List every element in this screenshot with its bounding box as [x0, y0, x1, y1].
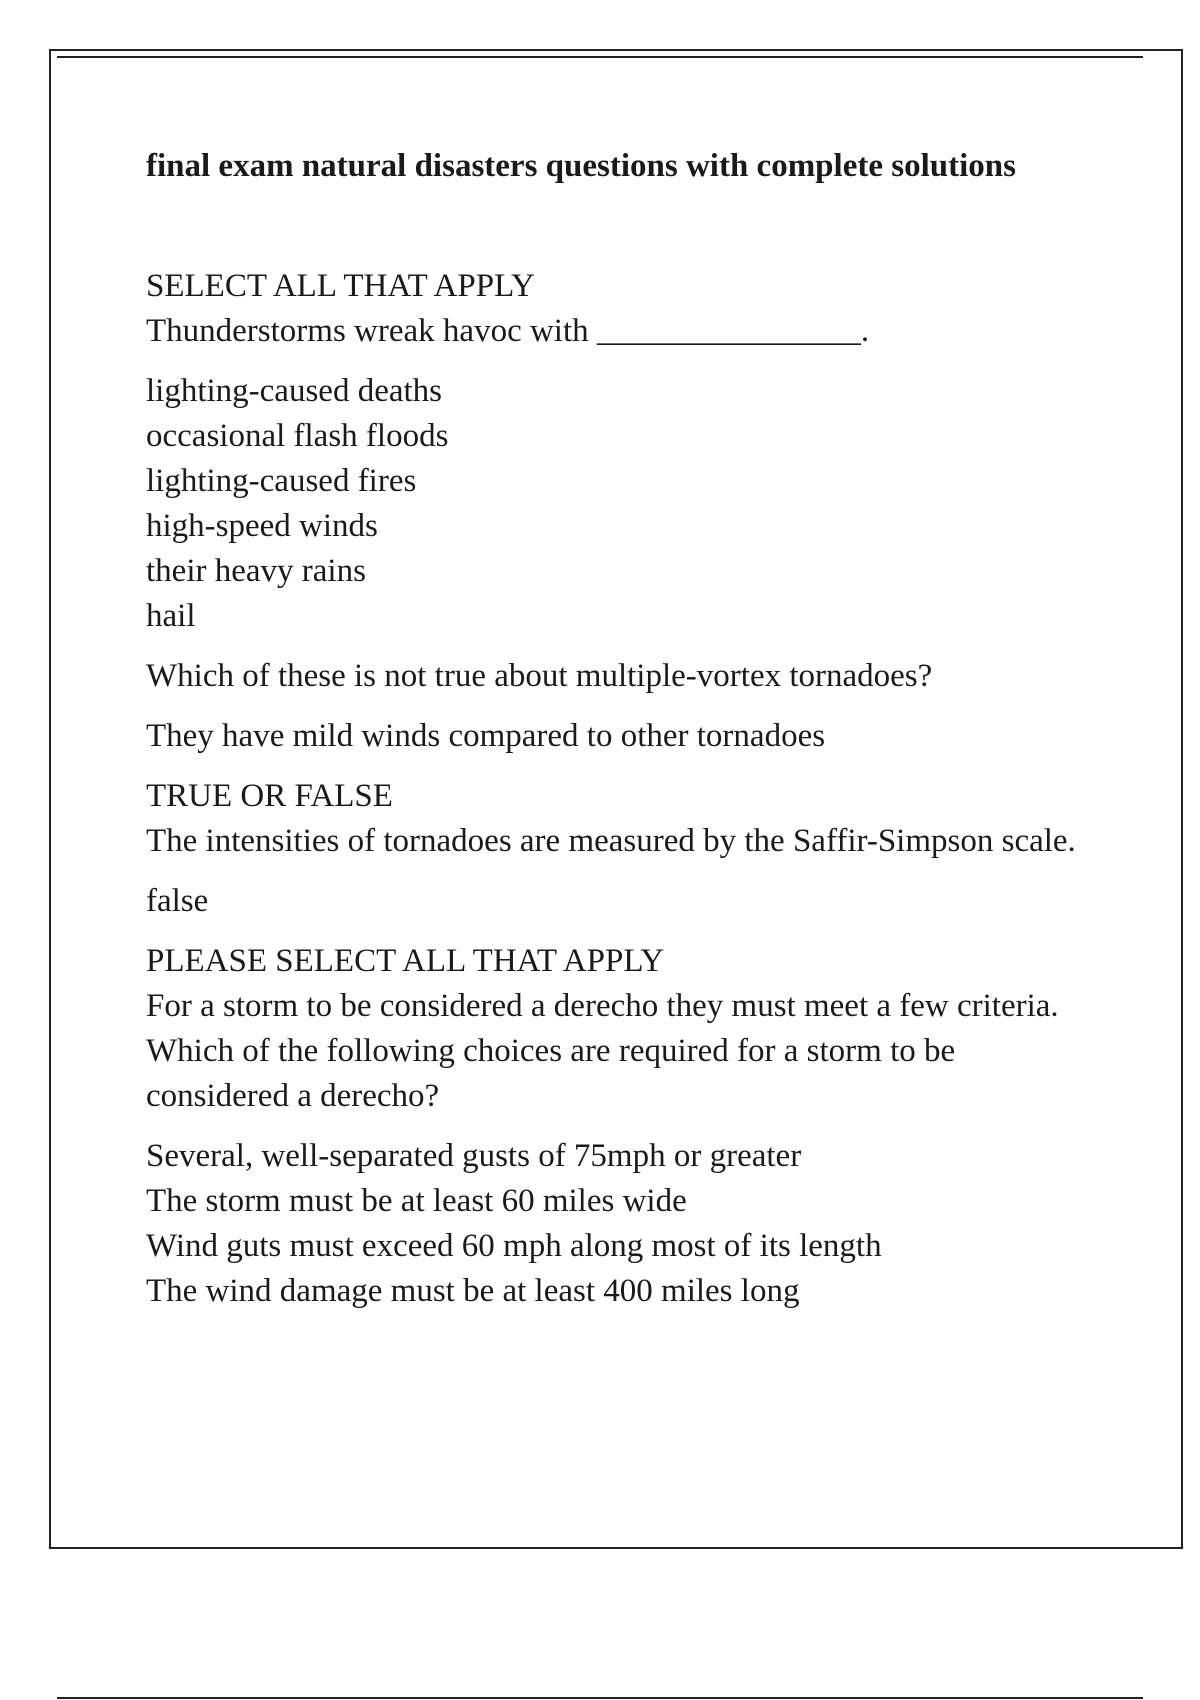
answer-item: lighting-caused fires: [146, 463, 417, 499]
question-instruction: SELECT ALL THAT APPLY: [146, 268, 535, 304]
question-prompt: Thunderstorms wreak havoc with ________________.: [146, 313, 870, 349]
answer-list: [146, 879, 1106, 924]
question-instruction: TRUE OR FALSE: [146, 778, 393, 814]
answer-item: lighting-caused deaths: [146, 373, 443, 409]
answer-list: [146, 1134, 1106, 1314]
answer-list: [146, 714, 1106, 759]
answer-item: hail: [146, 598, 196, 634]
answer-item: high-speed winds: [146, 508, 378, 544]
question-prompt: Which of these is not true about multiple-vortex tornadoes?: [146, 658, 933, 694]
answer-item: The storm must be at least 60 miles wide: [146, 1183, 687, 1219]
answer-item: Several, well-separated gusts of 75mph or greater: [146, 1138, 802, 1174]
question-prompt: The intensities of tornadoes are measured by the Saffir-Simpson scale.: [146, 823, 1076, 859]
question-3: [146, 774, 1106, 864]
document-body: [146, 143, 1106, 1314]
answer-item: false: [146, 883, 209, 919]
top-rule: [57, 56, 1143, 58]
question-2: [146, 654, 1106, 699]
answer-item: occasional flash floods: [146, 418, 449, 454]
question-1: [146, 264, 1106, 354]
document-title: final exam natural disasters questions with complete solutions: [146, 148, 1016, 184]
spacer: [146, 189, 1106, 264]
answer-list: [146, 369, 1106, 639]
bottom-rule: [57, 1697, 1143, 1699]
question-4: [146, 939, 1106, 1119]
question-instruction: PLEASE SELECT ALL THAT APPLY: [146, 943, 665, 979]
answer-item: The wind damage must be at least 400 miles long: [146, 1273, 800, 1309]
answer-item: their heavy rains: [146, 553, 366, 589]
question-prompt: For a storm to be considered a derecho they must meet a few criteria. Which of the following choices are required for a storm to be considered a derecho?: [146, 988, 1059, 1114]
answer-item: Wind guts must exceed 60 mph along most of its length: [146, 1228, 882, 1264]
answer-item: They have mild winds compared to other tornadoes: [146, 718, 826, 754]
